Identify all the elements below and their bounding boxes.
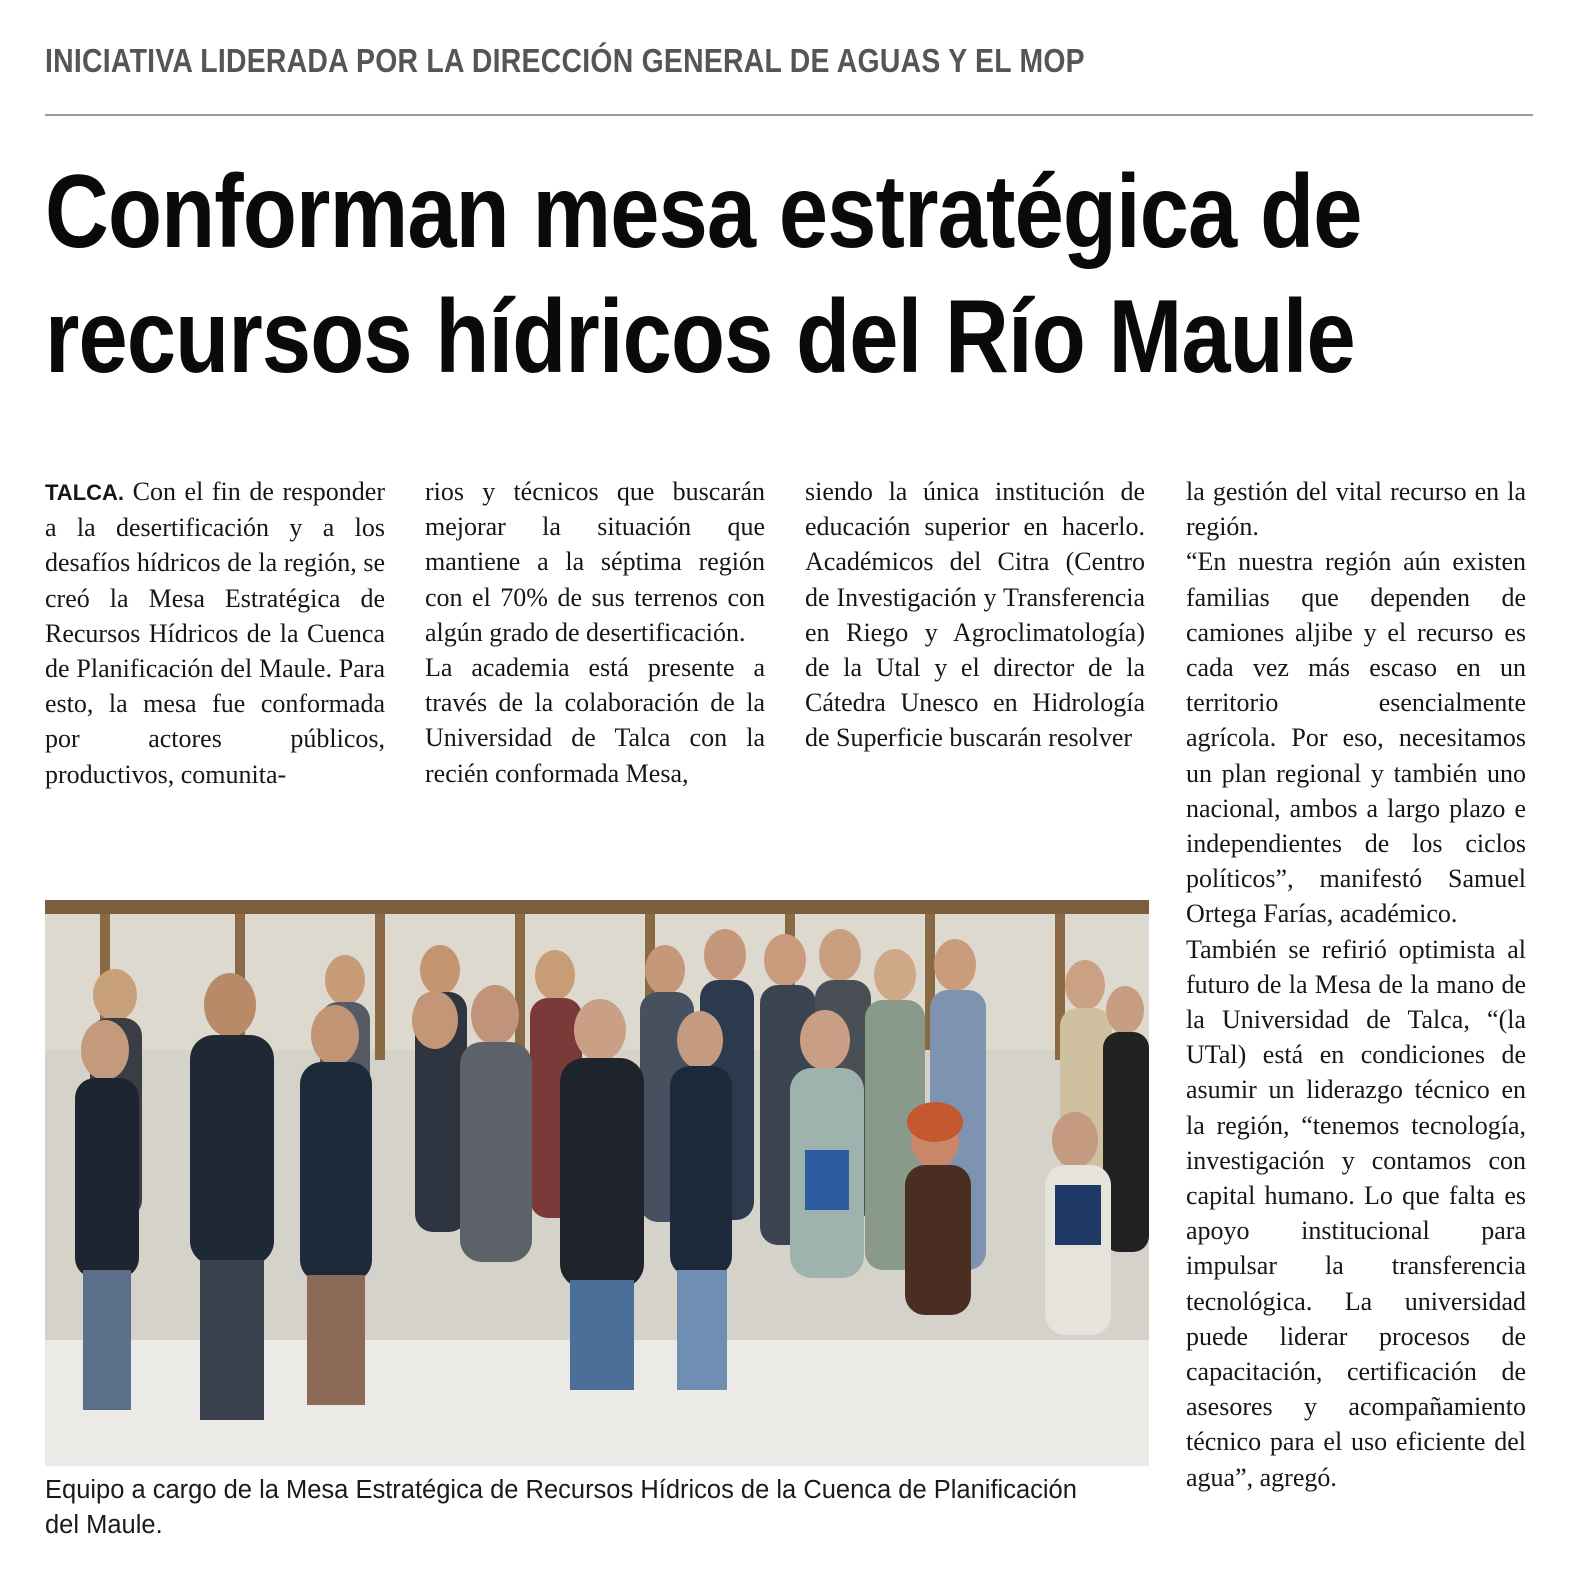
body-paragraph: La academia está presente a través de la colaboración de la Universidad de Talca con la recién conformada Mesa, [425,653,765,788]
headline-line-1: Conforman mesa estratégica de [45,154,1362,270]
caption-line-1: Equipo a cargo de la Mesa Estratégica de Recursos Hídricos de la Cuenca de Planificación [45,1476,1077,1504]
body-paragraph [45,474,385,792]
body-column-4 [1186,474,1526,1495]
body-text: Con el fin de responder a la desertificación y a los desafíos hídricos de la región, se creó la Mesa Estratégica de Recursos Hídricos de la Cuenca de Planificación del Maule. Para esto, la mesa fue conformada por actores públicos, productivos, comunita- [45,477,386,789]
photo-caption [45,1473,1155,1543]
headline-line-2: recursos hídricos del Río Maule [45,279,1355,395]
article-kicker: INICIATIVA LIDERADA POR LA DIRECCIÓN GENERAL DE AGUAS Y EL MOP [45,42,1085,79]
body-column-3 [805,474,1145,756]
caption-line-2: del Maule. [45,1511,163,1539]
body-paragraph: También se refirió optimista al futuro de la Mesa de la mano de la Universidad de Talca, “(la UTal) está en condiciones de asumir un liderazgo técnico en la región, “tenemos tecnología, investigación y contamos con capital humano. Lo que falta es apoyo institucional para impulsar la transferencia tecnológica. La universidad puede liderar procesos de capacitación, certificación de asesores y acompañamiento técnico para el uso eficiente del agua”, agregó. [1186,934,1526,1492]
body-paragraph: “En nuestra región aún existen familias que dependen de camiones aljibe y el recurso es cada vez más escaso en un territorio esencialmente agrícola. Por eso, necesitamos un plan regional y también uno nacional, ambos a largo plazo e independientes de los ciclos políticos”, manifestó Samuel Ortega Farías, académico. [1186,547,1526,929]
body-column-2 [425,474,765,791]
body-column-1 [45,474,385,792]
body-paragraph: siendo la única institución de educación superior en hacerlo. Académicos del Citra (Centro de Investigación y Transferencia en Riego y Agroclimatología) de la Utal y el director de la Cátedra Unesco en Hidrología de Superficie buscarán resolver [805,477,1145,753]
article-headline [45,150,1533,400]
group-photo [45,900,1149,1466]
body-paragraph: rios y técnicos que buscarán mejorar la situación que mantiene a la séptima región con el 70% de sus terrenos con algún grado de desertificación. [425,477,765,647]
kicker-divider [45,114,1533,116]
group-photo-illustration [45,900,1149,1466]
body-paragraph: la gestión del vital recurso en la región. [1186,477,1526,542]
dateline: TALCA. [45,480,125,505]
